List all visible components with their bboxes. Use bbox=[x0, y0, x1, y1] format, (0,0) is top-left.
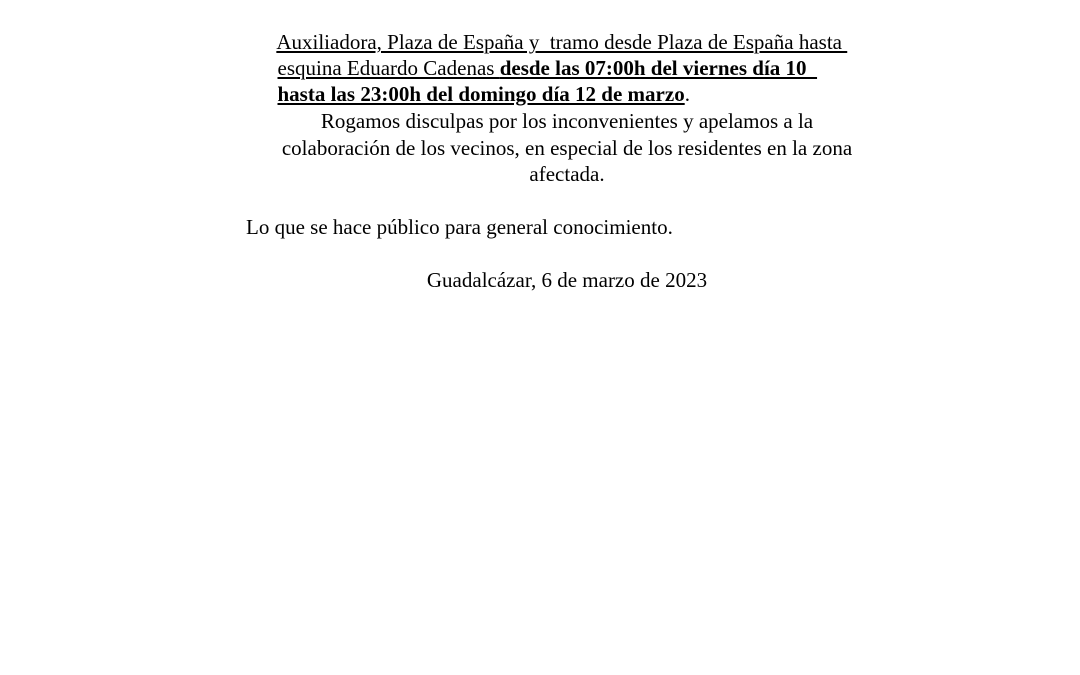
closure-end-time: hasta las 23:00h del domingo día 12 de marzo bbox=[277, 82, 685, 106]
closure-start-time: desde las 07:00h del viernes día 10 bbox=[499, 56, 818, 80]
closure-line-2-text: esquina Eduardo Cadenas bbox=[277, 56, 500, 80]
closure-period: . bbox=[684, 82, 690, 106]
apology-line-1: Rogamos disculpas por los inconvenientes y apelamos a la bbox=[320, 109, 814, 133]
apology-line-2: colaboración de los vecinos, en especial de los residentes en la zona bbox=[281, 136, 853, 160]
public-notice: Lo que se hace público para general conocimiento. bbox=[246, 215, 673, 239]
closure-line-1-text: Auxiliadora, Plaza de España y tramo desde Plaza de España hasta bbox=[276, 30, 848, 54]
place-and-date: Guadalcázar, 6 de marzo de 2023 bbox=[426, 268, 708, 292]
apology-line-3: afectada. bbox=[529, 162, 605, 186]
